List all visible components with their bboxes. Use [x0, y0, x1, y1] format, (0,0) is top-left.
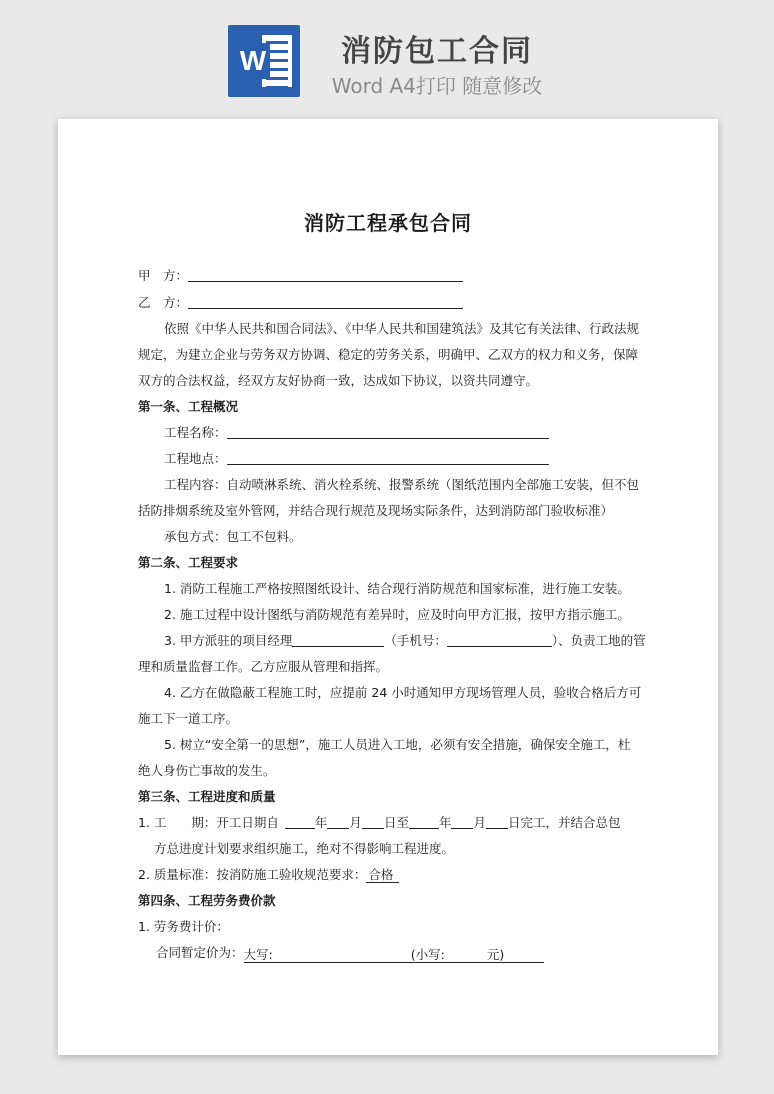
requirement-item-3-cont: 理和质量监督工作。乙方应服从管理和指挥。 [138, 659, 389, 674]
section-3-heading: 第三条、工程进度和质量 [138, 789, 276, 804]
contract-price-field[interactable] [244, 946, 544, 963]
requirement-item-1: 1. 消防工程施工严格按照图纸设计、结合现行消防规范和国家标准，进行施工安装。 [164, 581, 630, 596]
start-month-blank[interactable] [327, 814, 349, 829]
manager-label: 3. 甲方派驻的项目经理 [164, 633, 293, 648]
xiaoxie-label: (小写: [410, 947, 445, 962]
yuan-label: 元) [486, 947, 505, 962]
start-year-blank[interactable] [285, 814, 315, 829]
party-a-blank[interactable] [188, 267, 463, 282]
document-page [58, 119, 718, 1055]
project-name-blank[interactable] [227, 424, 549, 439]
daxie-label: 大写: [243, 947, 273, 962]
requirement-item-2: 2. 施工过程中设计图纸与消防规范有差异时，应及时向甲方汇报，按甲方指示施工。 [164, 607, 630, 622]
party-b-label: 乙 方： [138, 295, 189, 310]
project-content-line-1: 工程内容：自动喷淋系统、消火栓系统、报警系统（图纸范围内全部施工安装，但不包 [164, 477, 640, 492]
banner-subtitle: Word A4打印 随意修改 [331, 74, 543, 98]
phone-blank[interactable] [447, 632, 552, 647]
quality-value[interactable]: 合格 [366, 867, 399, 883]
labor-price-line: 1. 劳务费计价： [138, 919, 229, 934]
header-banner [0, 0, 774, 110]
party-b-line [138, 294, 463, 312]
quality-line [138, 866, 399, 884]
intro-line-1: 依照《中华人民共和国合同法》、《中华人民共和国建筑法》及其它有关法律、行政法规 [164, 321, 640, 336]
schedule-label: 1. 工 期：开工日期自 [138, 815, 279, 830]
banner-title: 消防包工合同 [341, 34, 533, 69]
start-month-unit: 月 [349, 815, 362, 830]
intro-line-3: 双方的合法权益，经双方友好协商一致，达成如下协议，以资共同遵守。 [138, 373, 539, 388]
manager-duty-text: ）、负责工地的管 [551, 633, 646, 648]
end-month-blank[interactable] [451, 814, 473, 829]
end-day-text: 日完工，并结合总包 [507, 815, 621, 830]
contract-price-line [156, 944, 544, 963]
requirement-item-4-cont: 施工下一道工序。 [138, 711, 239, 726]
party-a-line [138, 267, 463, 285]
requirement-item-5: 5. 树立“安全第一的思想”，施工人员进入工地，必须有安全措施，确保安全施工，杜 [164, 737, 631, 752]
intro-line-2: 规定，为建立企业与劳务双方协调、稳定的劳务关系，明确甲、乙双方的权力和义务，保障 [138, 347, 639, 362]
project-location-blank[interactable] [227, 450, 549, 465]
schedule-line [138, 814, 621, 832]
contract-method-line: 承包方式：包工不包料。 [164, 529, 302, 544]
project-location-label: 工程地点： [164, 451, 227, 466]
start-day-unit: 日至 [383, 815, 409, 830]
start-year-unit: 年 [314, 815, 328, 830]
manager-blank[interactable] [292, 632, 384, 647]
start-day-blank[interactable] [362, 814, 384, 829]
word-icon-letter: W [236, 43, 270, 79]
word-icon [228, 25, 300, 97]
phone-label: （手机号： [384, 633, 447, 648]
end-year-blank[interactable] [409, 814, 439, 829]
requirement-item-3 [164, 632, 646, 650]
requirement-item-5-cont: 绝人身伤亡事故的发生。 [138, 763, 276, 778]
section-4-heading: 第四条、工程劳务费价款 [138, 893, 276, 908]
project-name-line [164, 424, 549, 442]
quality-label: 2. 质量标准：按消防施工验收规范要求： [138, 867, 367, 882]
schedule-line-cont: 方总进度计划要求组织施工，绝对不得影响工程进度。 [154, 841, 455, 856]
party-a-label: 甲 方： [138, 268, 189, 283]
section-2-heading: 第二条、工程要求 [138, 555, 239, 570]
contract-price-label: 合同暂定价为： [156, 945, 244, 960]
project-content-line-2: 括防排烟系统及室外管网，并结合现行规范及现场实际条件，达到消防部门验收标准） [138, 503, 614, 518]
section-1-heading: 第一条、工程概况 [138, 399, 239, 414]
project-name-label: 工程名称： [164, 425, 227, 440]
end-year-unit: 年 [438, 815, 452, 830]
party-b-blank[interactable] [188, 294, 463, 309]
requirement-item-4: 4. 乙方在做隐蔽工程施工时，应提前 24 小时通知甲方现场管理人员，验收合格后方可 [164, 685, 642, 700]
end-day-blank[interactable] [486, 814, 508, 829]
project-location-line [164, 450, 549, 468]
document-title: 消防工程承包合同 [304, 211, 472, 235]
end-month-unit: 月 [473, 815, 486, 830]
